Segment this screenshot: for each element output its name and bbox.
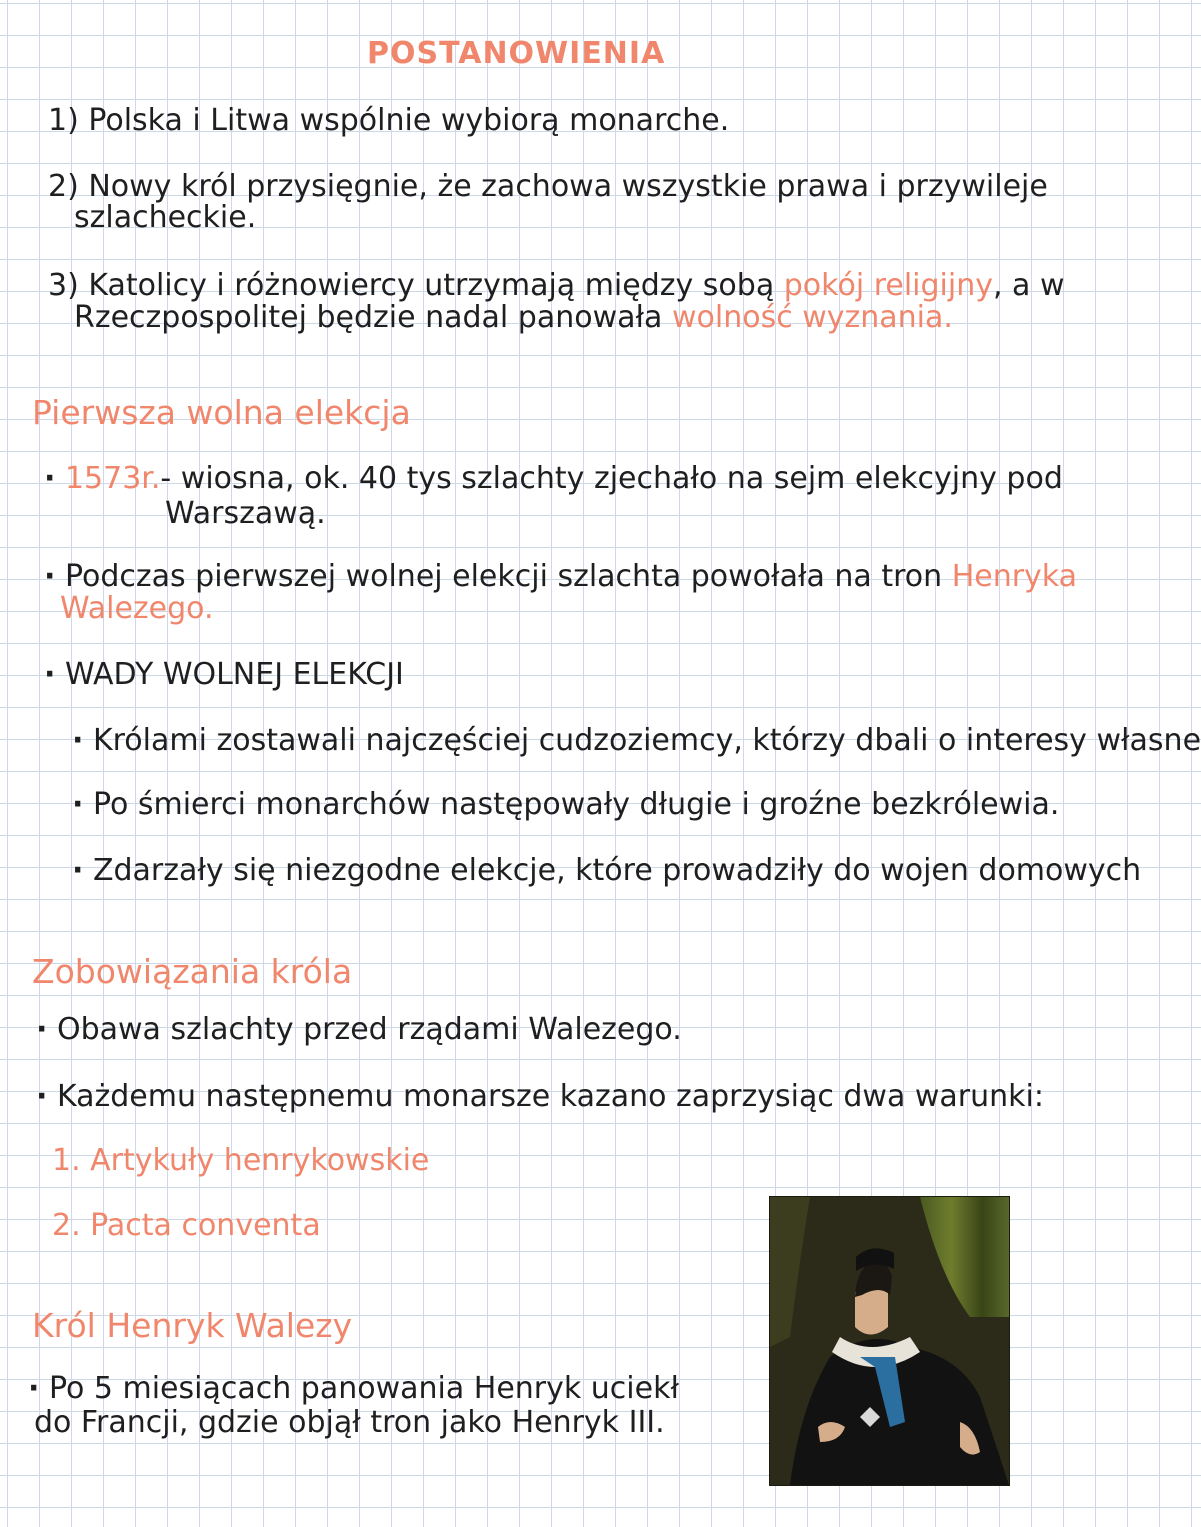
zobowiazania-bullet-2 bbox=[36, 1079, 1044, 1114]
henryk-walezy-portrait bbox=[769, 1196, 1010, 1486]
bullet-dot: · bbox=[44, 559, 56, 594]
elekcja-bullet-2-line1 bbox=[44, 559, 1078, 594]
zobowiazania-text-1: Obawa szlachty przed rządami Walezego. bbox=[56, 1012, 682, 1047]
postanowienie-3-line1 bbox=[48, 268, 1065, 303]
bullet-dot: · bbox=[72, 787, 84, 822]
postanowienie-1: 1) Polska i Litwa wspólnie wybiorą monarche. bbox=[48, 103, 730, 138]
bullet-dot: · bbox=[36, 1012, 48, 1047]
section-heading-zobowiazania-krola: Zobowiązania króla bbox=[32, 952, 353, 991]
wada-text-1: Królami zostawali najczęściej cudzoziemcy, którzy dbali o interesy własne bbox=[92, 723, 1201, 758]
bullet-dot: · bbox=[72, 723, 84, 758]
page-title: POSTANOWIENIA bbox=[367, 36, 666, 71]
section-heading-krol-henryk-walezy: Król Henryk Walezy bbox=[32, 1306, 353, 1345]
wada-text-2: Po śmierci monarchów następowały długie i groźne bezkrólewia. bbox=[92, 787, 1060, 822]
wada-text-3: Zdarzały się niezgodne elekcje, które prowadziły do wojen domowych bbox=[92, 853, 1142, 888]
elekcja-bullet-2-text: Podczas pierwszej wolnej elekcji szlachta powołała na tron bbox=[64, 559, 943, 594]
warunek-1: 1. Artykuły henrykowskie bbox=[52, 1143, 430, 1178]
postanowienie-2-line2: szlacheckie. bbox=[74, 200, 257, 235]
wolnosc-wyznania-highlight: wolność wyznania. bbox=[671, 300, 953, 335]
date-1573: 1573r. bbox=[64, 461, 161, 496]
bullet-dot: · bbox=[44, 657, 56, 692]
postanowienie-3-text-d: Rzeczpospolitej będzie nadal panowała bbox=[74, 300, 663, 335]
pokoj-religijny-highlight: pokój religijny bbox=[783, 268, 993, 303]
bullet-dot: · bbox=[36, 1079, 48, 1114]
zobowiazania-bullet-1 bbox=[36, 1012, 682, 1047]
elekcja-bullet-1-text: - wiosna, ok. 40 tys szlachty zjechało na sejm elekcyjny pod bbox=[160, 461, 1063, 496]
postanowienie-3-line2 bbox=[74, 300, 953, 335]
bullet-dot: · bbox=[44, 461, 56, 496]
elekcja-bullet-1-line2: Warszawą. bbox=[165, 496, 326, 531]
wady-heading bbox=[44, 657, 404, 692]
postanowienie-2-line1: 2) Nowy król przysięgnie, że zachowa wszystkie prawa i przywileje bbox=[48, 169, 1048, 204]
wada-item-1 bbox=[72, 723, 1201, 758]
bullet-dot: · bbox=[72, 853, 84, 888]
elekcja-bullet-2-line2: Walezego. bbox=[60, 591, 214, 626]
henryk-text-1: Po 5 miesiącach panowania Henryk uciekł bbox=[48, 1371, 679, 1406]
zobowiazania-text-2: Każdemu następnemu monarsze kazano zaprzysiąc dwa warunki: bbox=[56, 1079, 1044, 1114]
postanowienie-3-text-a: 3) Katolicy i różnowiercy utrzymają między sobą bbox=[48, 268, 775, 303]
portrait-illustration bbox=[770, 1197, 1009, 1485]
warunek-2: 2. Pacta conventa bbox=[52, 1208, 321, 1243]
wady-heading-text: WADY WOLNEJ ELEKCJI bbox=[64, 657, 404, 692]
henryk-line-1 bbox=[28, 1371, 679, 1406]
henryk-line-2: do Francji, gdzie objął tron jako Henryk III. bbox=[34, 1405, 665, 1440]
section-heading-pierwsza-wolna-elekcja: Pierwsza wolna elekcja bbox=[32, 393, 411, 432]
henryka-highlight: Henryka bbox=[951, 559, 1078, 594]
bullet-dot: · bbox=[28, 1371, 40, 1406]
postanowienie-3-text-c: , a w bbox=[992, 268, 1065, 303]
elekcja-bullet-1-line1 bbox=[44, 461, 1063, 496]
wada-item-2 bbox=[72, 787, 1060, 822]
wada-item-3 bbox=[72, 853, 1142, 888]
